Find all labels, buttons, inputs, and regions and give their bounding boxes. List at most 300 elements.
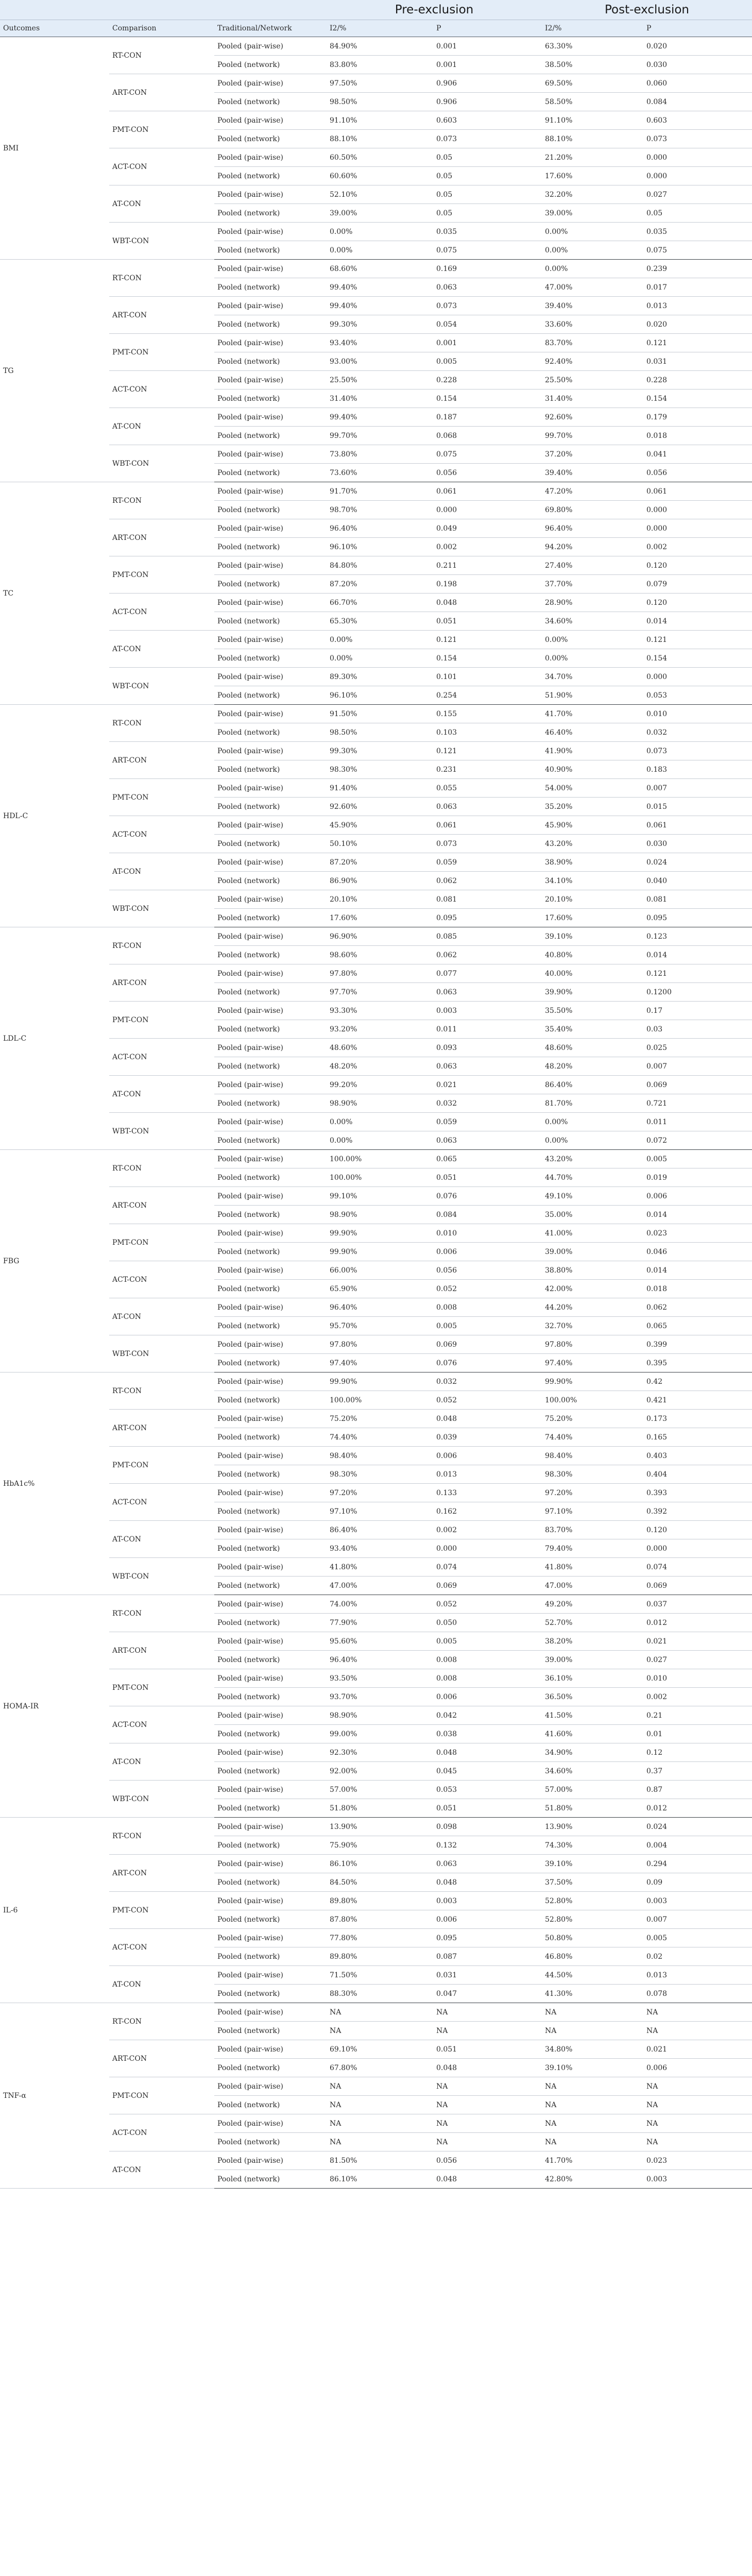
table-row	[0, 594, 752, 612]
pre-p-cell: 0.103	[433, 723, 542, 742]
pre-i2-cell: 84.80%	[327, 556, 433, 575]
outcome-cell: IL-6	[0, 1818, 109, 2003]
post-i2-cell: 41.70%	[542, 2151, 643, 2170]
method-cell: Pooled (pair-wise)	[214, 1187, 327, 1206]
table-row	[0, 1224, 752, 1243]
method-cell: Pooled (network)	[214, 1762, 327, 1781]
pre-p-cell: 0.065	[433, 1150, 542, 1168]
method-cell: Pooled (network)	[214, 1354, 327, 1372]
post-p-cell: 0.013	[643, 1966, 752, 1985]
post-p-cell: 0.000	[643, 501, 752, 519]
pre-p-cell: 0.187	[433, 408, 542, 427]
pre-p-cell: 0.063	[433, 278, 542, 297]
comparison-cell: AT-CON	[109, 185, 214, 223]
method-cell: Pooled (network)	[214, 2096, 327, 2114]
table-row	[0, 1410, 752, 1428]
pre-i2-cell: NA	[327, 2022, 433, 2040]
pre-p-cell: 0.008	[433, 1669, 542, 1688]
pre-i2-cell: 81.50%	[327, 2151, 433, 2170]
post-p-cell: 0.000	[643, 519, 752, 538]
pre-p-cell: 0.906	[433, 74, 542, 93]
method-cell: Pooled (network)	[214, 2170, 327, 2189]
method-cell: Pooled (pair-wise)	[214, 2114, 327, 2133]
method-cell: Pooled (pair-wise)	[214, 1595, 327, 1614]
pre-p-cell: 0.05	[433, 148, 542, 167]
pre-p-cell: 0.074	[433, 1558, 542, 1577]
comparison-cell: PMT-CON	[109, 1002, 214, 1039]
table-row	[0, 1521, 752, 1539]
post-p-cell: 0.017	[643, 278, 752, 297]
post-i2-cell: 83.70%	[542, 334, 643, 352]
comparison-cell: ACT-CON	[109, 816, 214, 853]
comparison-cell: ART-CON	[109, 1410, 214, 1447]
comparison-cell: PMT-CON	[109, 334, 214, 371]
method-cell: Pooled (network)	[214, 1725, 327, 1743]
post-i2-cell: 46.40%	[542, 723, 643, 742]
method-cell: Pooled (pair-wise)	[214, 1818, 327, 1836]
post-i2-cell: 40.80%	[542, 946, 643, 964]
pre-i2-cell: 52.10%	[327, 185, 433, 204]
post-p-cell: 0.003	[643, 2170, 752, 2189]
pre-p-cell: 0.048	[433, 2170, 542, 2189]
pre-p-cell: 0.053	[433, 1781, 542, 1799]
table-row	[0, 1855, 752, 1873]
post-i2-cell: 98.40%	[542, 1447, 643, 1465]
pre-i2-cell: 84.90%	[327, 37, 433, 56]
method-cell: Pooled (network)	[214, 1947, 327, 1966]
method-cell: Pooled (pair-wise)	[214, 668, 327, 686]
pre-p-cell: 0.001	[433, 56, 542, 74]
method-cell: Pooled (network)	[214, 1985, 327, 2003]
method-cell: Pooled (network)	[214, 56, 327, 74]
post-p-cell: 0.014	[643, 612, 752, 631]
post-p-cell: 0.006	[643, 2059, 752, 2077]
comparison-cell: ACT-CON	[109, 2114, 214, 2151]
method-cell: Pooled (network)	[214, 2133, 327, 2151]
pre-i2-cell: 95.70%	[327, 1317, 433, 1335]
pre-i2-cell: 89.30%	[327, 668, 433, 686]
method-cell: Pooled (pair-wise)	[214, 1224, 327, 1243]
method-cell: Pooled (pair-wise)	[214, 556, 327, 575]
post-p-cell: 0.21	[643, 1706, 752, 1725]
table-row	[0, 853, 752, 872]
post-p-cell: 0.012	[643, 1799, 752, 1818]
pre-i2-cell: 96.40%	[327, 519, 433, 538]
post-p-cell: 0.404	[643, 1465, 752, 1484]
method-cell: Pooled (pair-wise)	[214, 964, 327, 983]
pre-i2-cell: NA	[327, 2096, 433, 2114]
pre-p-cell: 0.001	[433, 37, 542, 56]
pre-p-cell: 0.056	[433, 2151, 542, 2170]
pre-p-cell: 0.062	[433, 872, 542, 890]
pre-p-cell: 0.169	[433, 260, 542, 278]
post-p-cell: 0.062	[643, 1298, 752, 1317]
post-i2-cell: 33.60%	[542, 315, 643, 334]
pre-p-cell: 0.077	[433, 964, 542, 983]
post-i2-cell: 52.80%	[542, 1910, 643, 1929]
pre-p-cell: 0.055	[433, 779, 542, 798]
post-i2-cell: 69.80%	[542, 501, 643, 519]
post-p-cell: 0.069	[643, 1577, 752, 1595]
pre-p-cell: 0.042	[433, 1706, 542, 1725]
post-i2-cell: NA	[542, 2022, 643, 2040]
post-p-cell: 0.003	[643, 1892, 752, 1910]
pre-p-cell: 0.048	[433, 1410, 542, 1428]
comparison-cell: WBT-CON	[109, 668, 214, 705]
post-i2-cell: 88.10%	[542, 130, 643, 148]
post-i2-cell: 17.60%	[542, 909, 643, 927]
method-cell: Pooled (pair-wise)	[214, 1632, 327, 1651]
pre-i2-cell: 17.60%	[327, 909, 433, 927]
post-i2-cell: 35.00%	[542, 1206, 643, 1224]
pre-i2-cell: 60.50%	[327, 148, 433, 167]
table-row	[0, 1669, 752, 1688]
method-cell: Pooled (pair-wise)	[214, 1855, 327, 1873]
outcome-cell: FBG	[0, 1150, 109, 1372]
post-p-cell: 0.014	[643, 1206, 752, 1224]
post-i2-cell: 39.00%	[542, 1243, 643, 1261]
post-i2-cell: 54.00%	[542, 779, 643, 798]
method-cell: Pooled (pair-wise)	[214, 2151, 327, 2170]
method-cell: Pooled (network)	[214, 1280, 327, 1298]
table-row	[0, 1966, 752, 1985]
post-p-cell: 0.399	[643, 1335, 752, 1354]
post-i2-cell: 96.40%	[542, 519, 643, 538]
post-i2-cell: 41.30%	[542, 1985, 643, 2003]
pre-p-cell: 0.061	[433, 816, 542, 835]
post-p-cell: 0.079	[643, 575, 752, 594]
table-row	[0, 1818, 752, 1836]
pre-i2-cell: 66.00%	[327, 1261, 433, 1280]
pre-i2-cell: 0.00%	[327, 631, 433, 649]
pre-p-cell: 0.011	[433, 1020, 542, 1039]
pre-p-cell: 0.056	[433, 1261, 542, 1280]
pre-p-cell: 0.069	[433, 1335, 542, 1354]
pre-i2-cell: 87.80%	[327, 1910, 433, 1929]
post-p-cell: 0.603	[643, 111, 752, 130]
pre-i2-cell: 98.60%	[327, 946, 433, 964]
pre-p-cell: 0.093	[433, 1039, 542, 1057]
pre-i2-cell: 0.00%	[327, 1113, 433, 1131]
comparison-cell: PMT-CON	[109, 111, 214, 148]
method-cell: Pooled (pair-wise)	[214, 1150, 327, 1168]
pre-i2-cell: 86.90%	[327, 872, 433, 890]
post-i2-cell: 43.20%	[542, 835, 643, 853]
post-p-cell: 0.023	[643, 1224, 752, 1243]
table-row	[0, 148, 752, 167]
method-cell: Pooled (network)	[214, 2022, 327, 2040]
method-cell: Pooled (pair-wise)	[214, 37, 327, 56]
table-row	[0, 111, 752, 130]
pre-p-cell: 0.063	[433, 1057, 542, 1076]
pre-p-cell: 0.049	[433, 519, 542, 538]
post-p-cell: 0.121	[643, 964, 752, 983]
pre-p-cell: 0.010	[433, 1224, 542, 1243]
post-i2-cell: 37.70%	[542, 575, 643, 594]
method-cell: Pooled (network)	[214, 538, 327, 556]
post-p-cell: 0.87	[643, 1781, 752, 1799]
pre-i2-cell: 83.80%	[327, 56, 433, 74]
pre-p-cell: 0.005	[433, 352, 542, 371]
comparison-cell: RT-CON	[109, 1595, 214, 1632]
post-p-cell: 0.294	[643, 1855, 752, 1873]
pre-i2-cell: 67.80%	[327, 2059, 433, 2077]
post-i2-cell: 46.80%	[542, 1947, 643, 1966]
pre-p-cell: 0.05	[433, 185, 542, 204]
pre-i2-cell: 96.40%	[327, 1298, 433, 1317]
method-cell: Pooled (network)	[214, 798, 327, 816]
post-i2-cell: 98.30%	[542, 1465, 643, 1484]
post-i2-cell: 41.50%	[542, 1706, 643, 1725]
column-header-row	[0, 20, 752, 37]
post-i2-cell: 0.00%	[542, 260, 643, 278]
pre-i2-cell: 93.40%	[327, 1539, 433, 1558]
method-cell: Pooled (pair-wise)	[214, 853, 327, 872]
method-cell: Pooled (pair-wise)	[214, 2077, 327, 2096]
pre-i2-cell: 98.30%	[327, 1465, 433, 1484]
method-cell: Pooled (pair-wise)	[214, 779, 327, 798]
pre-p-cell: 0.05	[433, 204, 542, 223]
table-body	[0, 37, 752, 2189]
table-row	[0, 1039, 752, 1057]
pre-i2-cell: 0.00%	[327, 223, 433, 241]
method-cell: Pooled (network)	[214, 464, 327, 482]
comparison-cell: PMT-CON	[109, 1447, 214, 1484]
comparison-cell: PMT-CON	[109, 1224, 214, 1261]
pre-p-cell: 0.073	[433, 297, 542, 315]
post-i2-cell: 41.70%	[542, 705, 643, 723]
post-p-cell: 0.05	[643, 204, 752, 223]
post-p-cell: 0.053	[643, 686, 752, 705]
post-i2-cell: 75.20%	[542, 1410, 643, 1428]
pre-i2-cell: 93.20%	[327, 1020, 433, 1039]
pre-i2-cell: 99.40%	[327, 297, 433, 315]
pre-p-cell: 0.000	[433, 501, 542, 519]
post-p-cell: 0.421	[643, 1391, 752, 1410]
table-row	[0, 260, 752, 278]
outcome-cell: LDL-C	[0, 927, 109, 1150]
post-p-cell: 0.154	[643, 389, 752, 408]
table-row	[0, 779, 752, 798]
comparison-cell: AT-CON	[109, 1966, 214, 2003]
comparison-cell: ACT-CON	[109, 1261, 214, 1298]
pre-p-cell: 0.059	[433, 1113, 542, 1131]
pre-p-cell: 0.048	[433, 594, 542, 612]
pre-p-cell: 0.006	[433, 1447, 542, 1465]
pre-i2-cell: 93.70%	[327, 1688, 433, 1706]
pre-i2-cell: 97.80%	[327, 1335, 433, 1354]
pre-i2-cell: 99.90%	[327, 1224, 433, 1243]
post-i2-cell: 48.20%	[542, 1057, 643, 1076]
post-i2-cell: 31.40%	[542, 389, 643, 408]
post-p-cell: 0.084	[643, 93, 752, 111]
post-p-cell: 0.228	[643, 371, 752, 389]
method-cell: Pooled (network)	[214, 1057, 327, 1076]
post-p-cell: 0.024	[643, 1818, 752, 1836]
method-cell: Pooled (network)	[214, 1799, 327, 1818]
comparison-cell: ACT-CON	[109, 148, 214, 185]
post-i2-cell: 97.40%	[542, 1354, 643, 1372]
method-cell: Pooled (pair-wise)	[214, 1298, 327, 1317]
pre-i2-cell: 31.40%	[327, 389, 433, 408]
post-i2-cell: 0.00%	[542, 1131, 643, 1150]
post-i2-cell: 79.40%	[542, 1539, 643, 1558]
pre-p-cell: 0.052	[433, 1280, 542, 1298]
method-cell: Pooled (network)	[214, 1243, 327, 1261]
comparison-cell: WBT-CON	[109, 223, 214, 260]
pre-p-cell: 0.087	[433, 1947, 542, 1966]
post-i2-cell: 39.10%	[542, 1855, 643, 1873]
post-i2-cell: 43.20%	[542, 1150, 643, 1168]
table-row	[0, 556, 752, 575]
pre-p-cell: 0.047	[433, 1985, 542, 2003]
method-cell: Pooled (network)	[214, 1502, 327, 1521]
table-row	[0, 1150, 752, 1168]
pre-p-cell: 0.052	[433, 1391, 542, 1410]
comparison-cell: ART-CON	[109, 742, 214, 779]
pre-i2-cell: 39.00%	[327, 204, 433, 223]
table-row	[0, 1484, 752, 1502]
post-p-cell: 0.030	[643, 835, 752, 853]
pre-p-cell: 0.002	[433, 538, 542, 556]
table-row	[0, 816, 752, 835]
method-cell: Pooled (network)	[214, 1836, 327, 1855]
pre-i2-cell: 99.40%	[327, 408, 433, 427]
pre-i2-cell: 97.20%	[327, 1484, 433, 1502]
pre-i2-cell: 65.30%	[327, 612, 433, 631]
post-i2-cell: 51.90%	[542, 686, 643, 705]
pre-p-cell: 0.006	[433, 1243, 542, 1261]
post-i2-cell: 97.10%	[542, 1502, 643, 1521]
method-cell: Pooled (pair-wise)	[214, 371, 327, 389]
pre-p-cell: 0.063	[433, 1131, 542, 1150]
post-p-cell: NA	[643, 2077, 752, 2096]
pre-i2-cell: 93.00%	[327, 352, 433, 371]
post-p-cell: 0.183	[643, 760, 752, 779]
pre-p-cell: 0.002	[433, 1521, 542, 1539]
pre-i2-cell: 88.10%	[327, 130, 433, 148]
pre-p-cell: NA	[433, 2114, 542, 2133]
pre-p-cell: 0.095	[433, 1929, 542, 1947]
pre-p-cell: 0.059	[433, 853, 542, 872]
pre-p-cell: 0.051	[433, 1168, 542, 1187]
post-i2-cell: 38.80%	[542, 1261, 643, 1280]
table-row	[0, 185, 752, 204]
method-cell: Pooled (pair-wise)	[214, 445, 327, 464]
post-i2-cell: 41.60%	[542, 1725, 643, 1743]
post-i2-cell: 39.10%	[542, 2059, 643, 2077]
post-p-cell: 0.035	[643, 223, 752, 241]
pre-p-cell: 0.048	[433, 1743, 542, 1762]
pre-i2-cell: 98.90%	[327, 1094, 433, 1113]
method-cell: Pooled (network)	[214, 946, 327, 964]
post-p-cell: 0.17	[643, 1002, 752, 1020]
method-cell: Pooled (network)	[214, 1206, 327, 1224]
table-row	[0, 1558, 752, 1577]
post-i2-cell: 36.50%	[542, 1688, 643, 1706]
post-i2-cell: 97.80%	[542, 1335, 643, 1354]
pre-i2-cell: 68.60%	[327, 260, 433, 278]
method-cell: Pooled (network)	[214, 1577, 327, 1595]
method-cell: Pooled (pair-wise)	[214, 2040, 327, 2059]
comparison-cell: AT-CON	[109, 1076, 214, 1113]
pre-i2-cell: 86.10%	[327, 1855, 433, 1873]
pre-i2-cell: 60.60%	[327, 167, 433, 185]
post-i2-cell: 50.80%	[542, 1929, 643, 1947]
pre-i2-cell: 73.80%	[327, 445, 433, 464]
post-p-cell: 0.037	[643, 1595, 752, 1614]
method-cell: Pooled (pair-wise)	[214, 1113, 327, 1131]
post-i2-cell: 57.00%	[542, 1781, 643, 1799]
post-p-cell: 0.030	[643, 56, 752, 74]
post-p-cell: 0.021	[643, 2040, 752, 2059]
pre-p-cell: 0.098	[433, 1818, 542, 1836]
post-p-cell: 0.023	[643, 2151, 752, 2170]
pre-i2-cell: 98.40%	[327, 1447, 433, 1465]
post-i2-cell: 63.30%	[542, 37, 643, 56]
post-p-cell: 0.014	[643, 946, 752, 964]
method-cell: Pooled (pair-wise)	[214, 1929, 327, 1947]
method-cell: Pooled (pair-wise)	[214, 1076, 327, 1094]
comparison-cell: AT-CON	[109, 1743, 214, 1781]
post-i2-cell: 27.40%	[542, 556, 643, 575]
table-row	[0, 297, 752, 315]
post-p-cell: 0.041	[643, 445, 752, 464]
pre-p-cell: 0.005	[433, 1317, 542, 1335]
table-row	[0, 1595, 752, 1614]
post-p-cell: 0.179	[643, 408, 752, 427]
post-i2-cell: 44.50%	[542, 1966, 643, 1985]
pre-i2-cell: 93.40%	[327, 334, 433, 352]
table-row	[0, 2040, 752, 2059]
table-row	[0, 334, 752, 352]
pre-p-cell: 0.063	[433, 798, 542, 816]
table-row	[0, 74, 752, 93]
table-row	[0, 223, 752, 241]
table-row	[0, 2077, 752, 2096]
post-i2-cell: 0.00%	[542, 241, 643, 260]
post-i2-cell: 74.40%	[542, 1428, 643, 1447]
pre-i2-cell: 20.10%	[327, 890, 433, 909]
post-p-cell: 0.013	[643, 297, 752, 315]
pre-i2-cell: NA	[327, 2133, 433, 2151]
comparison-cell: AT-CON	[109, 2151, 214, 2189]
pre-i2-cell: 77.90%	[327, 1614, 433, 1632]
pre-i2-cell: 91.50%	[327, 705, 433, 723]
pre-i2-cell: 87.20%	[327, 575, 433, 594]
pre-i2-cell: 74.00%	[327, 1595, 433, 1614]
post-i2-cell: 25.50%	[542, 371, 643, 389]
pre-p-cell: 0.031	[433, 1966, 542, 1985]
method-cell: Pooled (pair-wise)	[214, 1484, 327, 1502]
post-i2-cell: 48.60%	[542, 1039, 643, 1057]
post-i2-cell: NA	[542, 2096, 643, 2114]
method-cell: Pooled (network)	[214, 1873, 327, 1892]
method-cell: Pooled (network)	[214, 686, 327, 705]
pre-i2-cell: 89.80%	[327, 1947, 433, 1966]
pre-i2-cell: 99.30%	[327, 315, 433, 334]
post-i2-cell: 39.90%	[542, 983, 643, 1002]
comparison-cell: RT-CON	[109, 482, 214, 519]
post-p-cell: 0.02	[643, 1947, 752, 1966]
post-p-cell: 0.154	[643, 649, 752, 668]
pre-p-cell: 0.076	[433, 1354, 542, 1372]
method-cell: Pooled (pair-wise)	[214, 297, 327, 315]
outcome-cell: BMI	[0, 37, 109, 260]
post-p-cell: NA	[643, 2003, 752, 2022]
comparison-cell: WBT-CON	[109, 1781, 214, 1818]
post-exclusion-header: Post-exclusion	[542, 0, 752, 20]
